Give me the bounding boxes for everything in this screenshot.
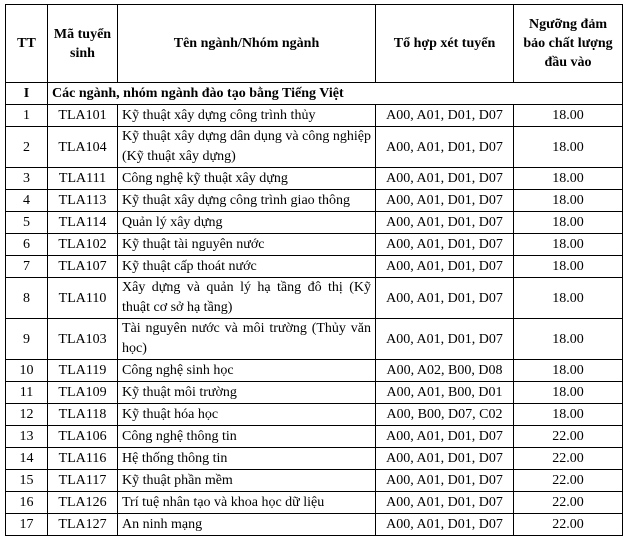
row-threshold: 22.00	[514, 448, 623, 470]
row-combination: A00, A01, D01, D07	[376, 105, 514, 127]
header-nguong: Ngưỡng đảm bảo chất lượng đầu vào	[514, 5, 623, 83]
row-code: TLA126	[48, 492, 118, 514]
row-combination: A00, A01, D01, D07	[376, 426, 514, 448]
row-code: TLA113	[48, 190, 118, 212]
row-tt: 3	[6, 168, 48, 190]
row-major-name: An ninh mạng	[118, 514, 376, 536]
row-major-name: Kỹ thuật hóa học	[118, 404, 376, 426]
row-threshold: 18.00	[514, 190, 623, 212]
row-major-name: Công nghệ kỹ thuật xây dựng	[118, 168, 376, 190]
row-major-name: Kỹ thuật phần mềm	[118, 470, 376, 492]
row-tt: 7	[6, 256, 48, 278]
row-threshold: 18.00	[514, 234, 623, 256]
table-row	[6, 470, 623, 492]
table-row	[6, 319, 623, 360]
row-code: TLA109	[48, 382, 118, 404]
row-combination: A00, A01, D01, D07	[376, 470, 514, 492]
section-title: Các ngành, nhóm ngành đào tạo bằng Tiếng Việt	[48, 83, 623, 105]
row-tt: 9	[6, 319, 48, 360]
row-code: TLA101	[48, 105, 118, 127]
row-tt: 16	[6, 492, 48, 514]
table-row	[6, 382, 623, 404]
row-combination: A00, A02, B00, D08	[376, 360, 514, 382]
row-tt: 8	[6, 278, 48, 319]
row-threshold: 18.00	[514, 212, 623, 234]
table-row	[6, 278, 623, 319]
row-major-name: Trí tuệ nhân tạo và khoa học dữ liệu	[118, 492, 376, 514]
row-code: TLA127	[48, 514, 118, 536]
header-ten: Tên ngành/Nhóm ngành	[118, 5, 376, 83]
row-combination: A00, A01, D01, D07	[376, 212, 514, 234]
row-threshold: 18.00	[514, 105, 623, 127]
row-code: TLA110	[48, 278, 118, 319]
header-tohop: Tổ hợp xét tuyển	[376, 5, 514, 83]
table-row	[6, 212, 623, 234]
row-combination: A00, A01, D01, D07	[376, 514, 514, 536]
row-code: TLA104	[48, 127, 118, 168]
row-code: TLA114	[48, 212, 118, 234]
row-major-name: Kỹ thuật xây dựng dân dụng và công nghiệp (Kỹ thuật xây dựng)	[118, 127, 376, 168]
row-threshold: 22.00	[514, 514, 623, 536]
row-tt: 17	[6, 514, 48, 536]
row-threshold: 18.00	[514, 127, 623, 168]
row-major-name: Công nghệ thông tin	[118, 426, 376, 448]
header-ma: Mã tuyển sinh	[48, 5, 118, 83]
row-code: TLA103	[48, 319, 118, 360]
table-row	[6, 105, 623, 127]
section-row	[6, 83, 623, 105]
table-row	[6, 360, 623, 382]
row-tt: 6	[6, 234, 48, 256]
row-tt: 11	[6, 382, 48, 404]
section-num: I	[6, 83, 48, 105]
row-tt: 14	[6, 448, 48, 470]
row-combination: A00, B00, D07, C02	[376, 404, 514, 426]
admission-table	[5, 4, 623, 536]
row-code: TLA107	[48, 256, 118, 278]
row-combination: A00, A01, D01, D07	[376, 319, 514, 360]
row-code: TLA106	[48, 426, 118, 448]
table-row	[6, 190, 623, 212]
table-row	[6, 426, 623, 448]
row-major-name: Kỹ thuật xây dựng công trình thủy	[118, 105, 376, 127]
row-major-name: Xây dựng và quản lý hạ tầng đô thị (Kỹ thuật cơ sở hạ tầng)	[118, 278, 376, 319]
row-tt: 13	[6, 426, 48, 448]
row-code: TLA117	[48, 470, 118, 492]
row-tt: 10	[6, 360, 48, 382]
row-code: TLA116	[48, 448, 118, 470]
row-combination: A00, A01, D01, D07	[376, 234, 514, 256]
table-row	[6, 256, 623, 278]
row-code: TLA111	[48, 168, 118, 190]
row-tt: 4	[6, 190, 48, 212]
row-major-name: Kỹ thuật cấp thoát nước	[118, 256, 376, 278]
row-threshold: 18.00	[514, 319, 623, 360]
row-code: TLA118	[48, 404, 118, 426]
table-row	[6, 492, 623, 514]
table-row	[6, 404, 623, 426]
header-tt: TT	[6, 5, 48, 83]
row-code: TLA102	[48, 234, 118, 256]
row-tt: 12	[6, 404, 48, 426]
row-major-name: Kỹ thuật tài nguyên nước	[118, 234, 376, 256]
table-row	[6, 234, 623, 256]
row-tt: 2	[6, 127, 48, 168]
table-row	[6, 127, 623, 168]
row-threshold: 22.00	[514, 492, 623, 514]
row-tt: 15	[6, 470, 48, 492]
row-threshold: 22.00	[514, 426, 623, 448]
table-row	[6, 514, 623, 536]
row-threshold: 18.00	[514, 168, 623, 190]
row-threshold: 18.00	[514, 256, 623, 278]
row-major-name: Kỹ thuật môi trường	[118, 382, 376, 404]
row-major-name: Công nghệ sinh học	[118, 360, 376, 382]
row-combination: A00, A01, D01, D07	[376, 127, 514, 168]
header-row	[6, 5, 623, 83]
row-combination: A00, A01, D01, D07	[376, 278, 514, 319]
row-threshold: 18.00	[514, 278, 623, 319]
row-combination: A00, A01, B00, D01	[376, 382, 514, 404]
row-combination: A00, A01, D01, D07	[376, 492, 514, 514]
row-threshold: 22.00	[514, 470, 623, 492]
row-code: TLA119	[48, 360, 118, 382]
table-row	[6, 448, 623, 470]
row-major-name: Hệ thống thông tin	[118, 448, 376, 470]
row-threshold: 18.00	[514, 360, 623, 382]
row-combination: A00, A01, D01, D07	[376, 256, 514, 278]
row-threshold: 18.00	[514, 382, 623, 404]
row-tt: 5	[6, 212, 48, 234]
row-combination: A00, A01, D01, D07	[376, 448, 514, 470]
row-threshold: 18.00	[514, 404, 623, 426]
row-major-name: Kỹ thuật xây dựng công trình giao thông	[118, 190, 376, 212]
row-major-name: Quản lý xây dựng	[118, 212, 376, 234]
row-tt: 1	[6, 105, 48, 127]
row-combination: A00, A01, D01, D07	[376, 168, 514, 190]
row-major-name: Tài nguyên nước và môi trường (Thủy văn học)	[118, 319, 376, 360]
table-row	[6, 168, 623, 190]
row-combination: A00, A01, D01, D07	[376, 190, 514, 212]
